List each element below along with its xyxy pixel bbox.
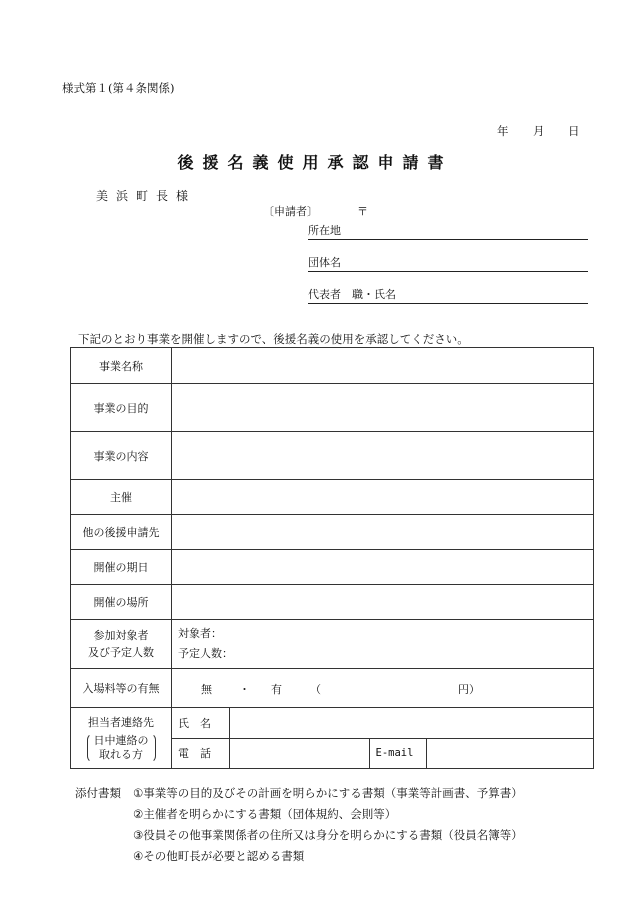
contact-name-input[interactable] (229, 708, 593, 738)
content-input[interactable] (172, 432, 594, 480)
contact-sub-line1: 日中連絡の (93, 733, 149, 747)
event-name-label: 事業名称 (71, 348, 172, 384)
email-input[interactable] (426, 738, 593, 768)
row-event-name (71, 348, 594, 384)
participants-input[interactable] (172, 620, 594, 669)
organizer-input[interactable] (172, 480, 594, 515)
address-field[interactable] (308, 222, 588, 240)
fee-open-paren: （ (310, 683, 321, 696)
content-label: 事業の内容 (71, 432, 172, 480)
fee-none-option[interactable]: 無 (201, 683, 212, 696)
row-participants (71, 620, 594, 669)
row-other-sponsor (71, 515, 594, 550)
date-day: 日 (568, 124, 580, 138)
attachments-list (133, 783, 523, 867)
other-sponsor-label: 他の後援申請先 (71, 515, 172, 550)
target-label: 対象者： (178, 627, 222, 640)
phone-input[interactable] (229, 738, 369, 768)
attachment-item: ②主催者を明らかにする書類（団体規約、会則等） (133, 807, 397, 821)
period-label: 開催の期日 (71, 550, 172, 585)
applicant-label: 〔申請者〕 (263, 205, 318, 218)
fee-yen-label: 円） (458, 683, 480, 696)
intro-text: 下記のとおり事業を開催しますので、後援名義の使用を承認してください。 (78, 332, 469, 346)
addressee: 美浜町長様 (96, 189, 197, 203)
row-purpose (71, 384, 594, 432)
email-label: E-mail (369, 738, 426, 768)
attachments-label: 添付書類 (75, 786, 121, 800)
contact-inner-table (172, 708, 593, 768)
participants-label (71, 620, 172, 669)
name-label: 氏 名 (172, 708, 229, 738)
purpose-input[interactable] (172, 384, 594, 432)
row-content (71, 432, 594, 480)
venue-label: 開催の場所 (71, 585, 172, 620)
participants-label-line2: 及び予定人数 (88, 646, 154, 659)
contact-fields (172, 708, 594, 769)
contact-label-cell (71, 708, 172, 769)
group-name-label: 団体名 (308, 256, 341, 269)
application-table (70, 347, 594, 769)
date-month: 月 (533, 124, 545, 138)
participants-label-line1: 参加対象者 (93, 629, 149, 642)
row-organizer (71, 480, 594, 515)
fee-yes-option[interactable]: 有 (271, 683, 282, 696)
document-title: 後援名義使用承認申請書 (177, 153, 453, 172)
attachment-item: ①事業等の目的及びその計画を明らかにする書類（事業等計画書、予算書） (133, 786, 523, 800)
other-sponsor-input[interactable] (172, 515, 594, 550)
purpose-label: 事業の目的 (71, 384, 172, 432)
attachment-item: ④その他町長が必要と認める書類 (133, 849, 305, 863)
attachment-item: ③役員その他事業関係者の住所又は身分を明らかにする書類（役員名簿等） (133, 828, 523, 842)
row-contact (71, 708, 594, 769)
contact-label: 担当者連絡先 (88, 715, 154, 729)
representative-label: 代表者 職・氏名 (308, 288, 396, 301)
representative-field[interactable] (308, 286, 588, 304)
venue-input[interactable] (172, 585, 594, 620)
group-name-field[interactable] (308, 254, 588, 272)
period-input[interactable] (172, 550, 594, 585)
date-year: 年 (497, 124, 509, 138)
event-name-input[interactable] (172, 348, 594, 384)
address-label: 所在地 (308, 224, 341, 237)
admission-fee-input[interactable] (172, 669, 594, 708)
admission-fee-label: 入場料等の有無 (71, 669, 172, 708)
row-admission-fee (71, 669, 594, 708)
form-number-label: 様式第１(第４条関係) (62, 81, 175, 95)
expected-count-label: 予定人数： (178, 647, 233, 660)
contact-sub-label (87, 733, 156, 763)
postal-mark: 〒 (357, 205, 368, 218)
phone-label: 電 話 (172, 738, 229, 768)
row-venue (71, 585, 594, 620)
contact-sub-line2: 取れる方 (99, 747, 143, 761)
fee-separator: ・ (239, 683, 250, 696)
organizer-label: 主催 (71, 480, 172, 515)
row-period (71, 550, 594, 585)
